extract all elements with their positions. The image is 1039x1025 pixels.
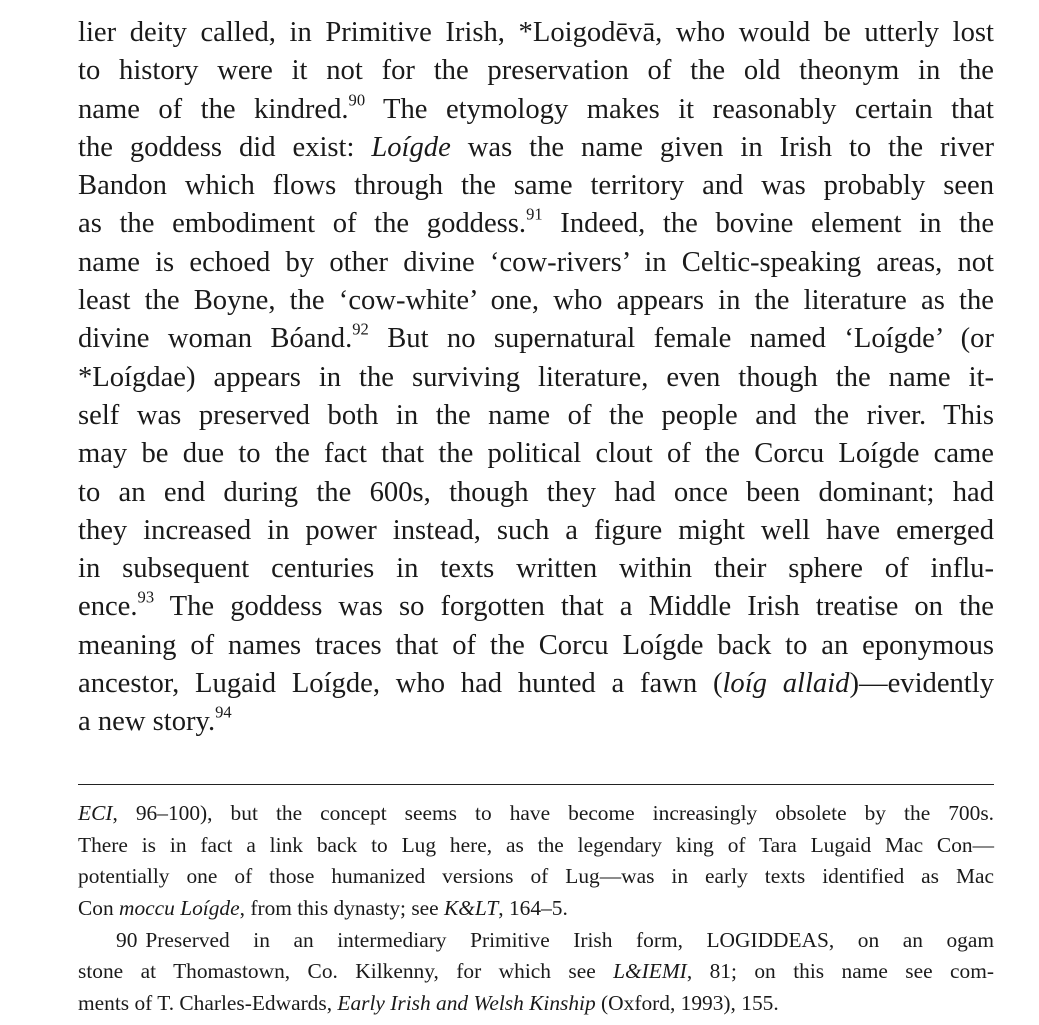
main-text-line xyxy=(78,435,994,473)
main-text-line xyxy=(78,52,994,90)
footnote-90-line xyxy=(78,925,994,957)
text-run: name of the kindred. xyxy=(78,93,349,125)
footnote-separator-rule xyxy=(78,784,994,785)
text-run: )—evidently xyxy=(849,668,994,700)
main-text-line xyxy=(78,205,994,243)
text-run: they increased in power instead, such a figure might well have emerged xyxy=(78,514,994,546)
text-run: to history were it not for the preservation of the old theonym in the xyxy=(78,55,994,87)
main-text-line xyxy=(78,627,994,665)
text-run: Bandon which flows through the same territory and was probably seen xyxy=(78,170,994,202)
italic-text: L&IEMI xyxy=(613,959,687,984)
main-text-line xyxy=(78,282,994,320)
footnote-reference: 94 xyxy=(215,702,232,722)
text-run: The etymology makes it reasonably certain that xyxy=(365,93,994,125)
main-text-line xyxy=(78,244,994,282)
text-run: potentially one of those humanized versions of Lug—was in early texts identified as Mac xyxy=(78,864,994,889)
text-run: , 164–5. xyxy=(498,896,568,921)
main-text-line xyxy=(78,703,994,741)
main-text-line xyxy=(78,167,994,205)
footnote-continuation-line xyxy=(78,830,994,862)
text-run: a new story. xyxy=(78,706,216,738)
main-text-line xyxy=(78,129,994,167)
footnote-reference: 90 xyxy=(348,90,366,110)
main-text-line xyxy=(78,588,994,626)
footnote-continuation-line xyxy=(78,861,994,893)
footnote-number: 90 xyxy=(116,927,138,952)
footnote-continuation-line xyxy=(78,798,994,830)
italic-text: moccu Loígde xyxy=(119,896,240,921)
text-run: in subsequent centuries in texts written within their sphere of influ- xyxy=(78,553,994,585)
italic-text: Loígde xyxy=(371,131,451,163)
footnote-continuation-line xyxy=(78,893,994,925)
main-text-line xyxy=(78,397,994,435)
main-text-line xyxy=(78,14,994,52)
italic-text: K&LT xyxy=(444,896,499,921)
footnote-reference: 93 xyxy=(137,588,155,608)
text-run: to an end during the 600s, though they had once been dominant; had xyxy=(78,476,994,508)
text-run: the goddess did exist: xyxy=(78,131,372,163)
text-run: Preserved in an intermediary Primitive Irish form, LOGIDDEAS, on an ogam xyxy=(145,927,994,952)
text-run: Con xyxy=(78,896,120,921)
text-run: ancestor, Lugaid Loígde, who had hunted a fawn ( xyxy=(78,668,723,700)
text-run: lier deity called, in Primitive Irish, *Loigodēvā, who would be utterly lost xyxy=(78,17,994,48)
text-run: , 81; on this name see com- xyxy=(686,959,994,984)
main-text-line xyxy=(78,512,994,550)
text-run: was the name given in Irish to the river xyxy=(450,131,994,163)
main-text-block xyxy=(78,14,994,742)
text-run: There is in fact a link back to Lug here, as the legendary king of Tara Lugaid Mac Con— xyxy=(78,832,994,857)
text-run: The goddess was so forgotten that a Middle Irish treatise on the xyxy=(154,591,994,623)
text-run: ence. xyxy=(78,591,138,623)
text-run: divine woman Bóand. xyxy=(78,323,353,355)
italic-text: Early Irish and Welsh Kinship xyxy=(337,991,596,1016)
text-run: , from this dynasty; see xyxy=(239,896,444,921)
main-text-line xyxy=(78,359,994,397)
text-run: Indeed, the bovine element in the xyxy=(542,208,995,240)
text-run: self was preserved both in the name of the people and the river. This xyxy=(78,399,994,431)
main-text-line xyxy=(78,550,994,588)
text-run: may be due to the fact that the political clout of the Corcu Loígde came xyxy=(78,438,994,470)
footnote-reference: 92 xyxy=(352,319,369,339)
footnote-90-text xyxy=(145,928,994,952)
text-run: stone at Thomastown, Co. Kilkenny, for which see xyxy=(78,959,614,984)
footnote-90-line xyxy=(78,988,994,1020)
footnote-reference: 91 xyxy=(526,205,543,225)
text-run: meaning of names traces that of the Corcu Loígde back to an eponymous xyxy=(78,629,994,661)
footnotes-block xyxy=(78,798,994,1020)
text-run: name is echoed by other divine ‘cow-rivers’ in Celtic-speaking areas, not xyxy=(78,246,994,278)
main-text-line xyxy=(78,91,994,129)
main-text-line xyxy=(78,320,994,358)
main-text-line xyxy=(78,474,994,512)
italic-text: ECI xyxy=(78,801,113,825)
text-run: as the embodiment of the goddess. xyxy=(78,208,527,240)
main-text-line xyxy=(78,665,994,703)
text-run: *Loígdae) appears in the surviving literature, even though the name it- xyxy=(78,361,994,393)
text-run: least the Boyne, the ‘cow-white’ one, who appears in the literature as the xyxy=(78,285,994,317)
text-run: ments of T. Charles-Edwards, xyxy=(78,991,338,1016)
footnote-90-line xyxy=(78,956,994,988)
italic-text: loíg allaid xyxy=(722,668,850,700)
text-run: , 96–100), but the concept seems to have become increasingly obsolete by the 700s. xyxy=(112,801,994,825)
text-run: (Oxford, 1993), 155. xyxy=(595,991,779,1016)
text-run: But no supernatural female named ‘Loígde’ (or xyxy=(368,323,994,355)
